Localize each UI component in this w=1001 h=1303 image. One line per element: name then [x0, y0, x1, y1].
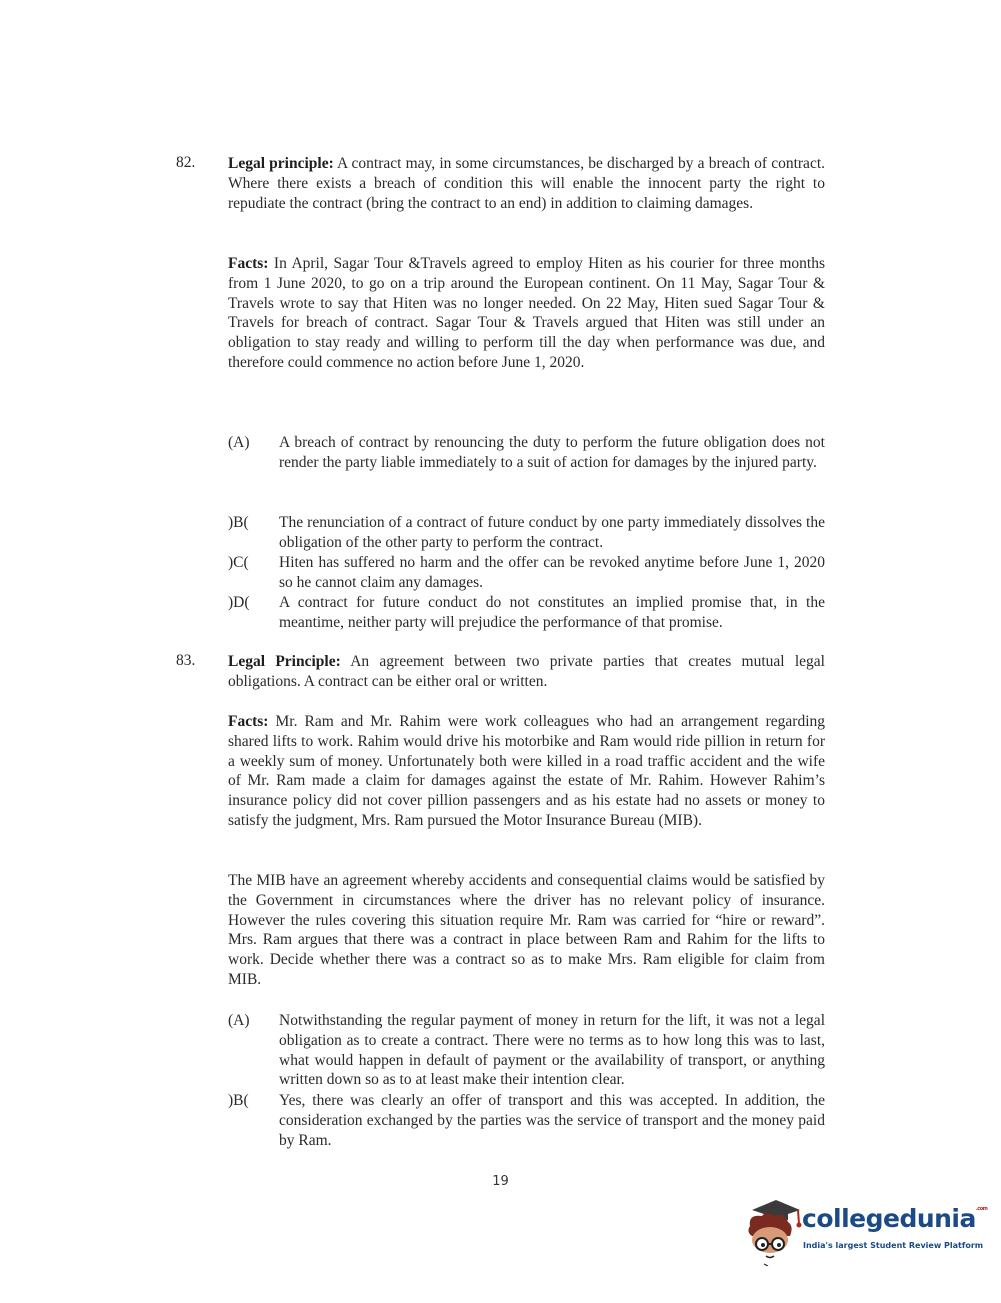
collegedunia-logo — [742, 1196, 988, 1266]
mascot-icon — [742, 1196, 804, 1266]
question-number-83: 83. — [176, 652, 196, 669]
option-label: )B( — [228, 514, 249, 531]
q82-principle-text: A contract may, in some circumstances, be discharged by a breach of contract. Where there exists a breach of condition this will enable the innocent party the right to repudiate the contract (bring the contract to an end) in addition to claiming damages. — [228, 155, 826, 212]
option-text: A breach of contract by renouncing the duty to perform the future obligation does not render the party liable immediately to a suit of action for damages by the injured party. — [279, 434, 825, 471]
q83-facts-text: Mr. Ram and Mr. Rahim were work colleagues who had an arrangement regarding shared lifts to work. Rahim would drive his motorbike and Ram would ride pillion in return for a weekly sum of money. Unfortunately both were killed in a road traffic accident and the wife of Mr. Ram made a claim for damages against the estate of Mr. Rahim. However Rahim’s insurance policy did not cover pillion passengers and as his estate had no assets or money to satisfy the judgment, Mrs. Ram pursued the Motor Insurance Bureau (MIB). — [228, 713, 825, 829]
option-text: A contract for future conduct do not constitutes an implied promise that, in the meantime, neither party will prejudice the performance of that promise. — [279, 594, 825, 631]
option-label: (A) — [228, 1012, 250, 1029]
q82-principle-label: Legal principle: — [228, 155, 334, 172]
page-number: 19 — [492, 1174, 509, 1189]
option-label: )B( — [228, 1092, 249, 1109]
option-label: (A) — [228, 434, 250, 451]
q83-legal-principle — [228, 652, 825, 692]
brand-tagline: India's largest Student Review Platform — [803, 1241, 984, 1250]
brand-text: collegedunia — [802, 1204, 976, 1233]
option-label: )C( — [228, 554, 249, 571]
q83-principle-text: An agreement between two private parties that creates mutual legal obligations. A contract can be either oral or written. — [228, 653, 825, 690]
brand-name — [802, 1204, 987, 1233]
q83-principle-label: Legal Principle: — [228, 653, 341, 670]
q82-legal-principle — [228, 154, 825, 213]
option-label: )D( — [228, 594, 250, 611]
q83-facts-continued: The MIB have an agreement whereby accidents and consequential claims would be satisfied by the Government in circumstances where the driver has no relevant policy of insurance. However the rules covering this situation require Mr. Ram was carried for “hire or reward”. Mrs. Ram argues that there was a contract in place between Ram and Rahim for the lifts to work. Decide whether there was a contract so as to make Mrs. Ram eligible for claim from MIB. — [228, 872, 825, 988]
option-text: Hiten has suffered no harm and the offer can be revoked anytime before June 1, 2020 so he cannot claim any damages. — [279, 554, 825, 591]
option-text: The renunciation of a contract of future conduct by one party immediately dissolves the obligation of the other party to perform the contract. — [279, 514, 825, 551]
q82-facts — [228, 254, 825, 373]
brand-suffix: .com — [975, 1206, 988, 1212]
option-text: Notwithstanding the regular payment of money in return for the lift, it was not a legal obligation as to create a contract. There were no terms as to how long this was to last, what would happen in default of payment or the availability of transport, or anything written down so as to at least make their intention clear. — [279, 1012, 825, 1089]
q83-facts — [228, 712, 825, 831]
option-text: Yes, there was clearly an offer of transport and this was accepted. In addition, the consideration exchanged by the parties was the service of transport and the money paid by Ram. — [279, 1092, 825, 1149]
question-number-82: 82. — [176, 154, 196, 171]
q83-facts-label: Facts: — [228, 713, 269, 730]
q82-facts-text: In April, Sagar Tour &Travels agreed to employ Hiten as his courier for three months from 1 June 2020, to go on a trip around the European continent. On 11 May, Sagar Tour & Travels wrote to say that Hiten was no longer needed. On 22 May, Hiten sued Sagar Tour & Travels for breach of contract. Sagar Tour & Travels argued that Hiten was still under an obligation to stay ready and willing to perform till the day when performance was due, and therefore could commence no action before June 1, 2020. — [228, 255, 825, 371]
q82-facts-label: Facts: — [228, 255, 269, 272]
